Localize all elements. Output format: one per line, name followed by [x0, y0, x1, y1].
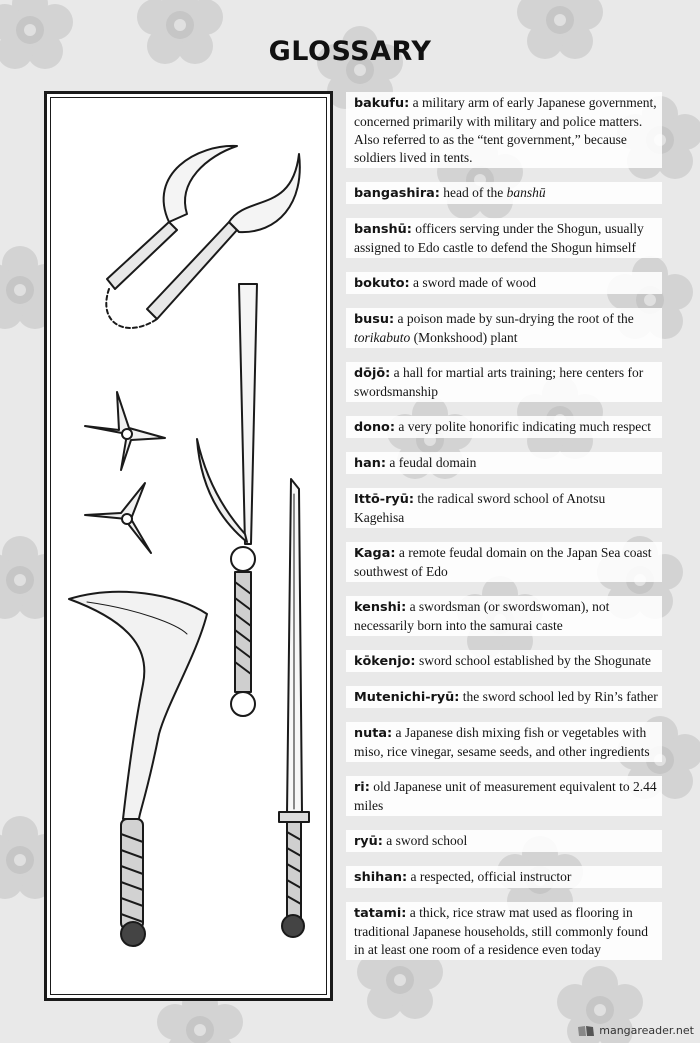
glossary-definition: a remote feudal domain on the Japan Sea coast southwest of Edo [354, 545, 652, 579]
glossary-term: bakufu: [354, 96, 410, 111]
glossary-definition: a thick, rice straw mat used as flooring in traditional Japanese households, still commonly found in at least one room of a residence even today [354, 905, 648, 957]
glossary-term: Kaga: [354, 546, 396, 561]
glossary-entry [346, 722, 662, 762]
glossary-term: dono: [354, 420, 395, 435]
glossary-definition: a poison made by sun-drying the root of the [397, 311, 634, 326]
glossary-term: kenshi: [354, 600, 407, 615]
glossary-definition: a feudal domain [389, 455, 477, 470]
straight-sword-drawing [279, 479, 309, 937]
jitte-drawing [197, 284, 257, 716]
glossary-entry [346, 596, 662, 636]
glossary-entry [346, 92, 662, 168]
glossary-term: bangashira: [354, 186, 440, 201]
glossary-entry [346, 362, 662, 402]
glossary-definition: officers serving under the Shogun, usually assigned to Edo castle to defend the Shogun himself [354, 221, 644, 255]
glossary-entry [346, 686, 662, 708]
glossary-definition-post: (Monkshood) plant [413, 330, 518, 345]
glossary-definition: sword school established by the Shogunate [418, 653, 652, 668]
curved-blade-drawing [69, 592, 207, 946]
glossary-entry [346, 182, 662, 204]
shuriken-drawing-1 [85, 392, 165, 470]
glossary-definition: a swordsman (or swordswoman), not necessarily born into the samurai caste [354, 599, 610, 633]
glossary-entry [346, 776, 662, 816]
glossary-definition: a sword made of wood [412, 275, 536, 290]
glossary-entry [346, 272, 662, 294]
glossary-definition: a respected, official instructor [410, 869, 572, 884]
glossary-entry [346, 830, 662, 852]
glossary-term: busu: [354, 312, 395, 327]
page-title: GLOSSARY [268, 36, 432, 67]
glossary-definition-italic: banshū [506, 185, 546, 200]
glossary-definition: old Japanese unit of measurement equivalent to 2.44 miles [354, 779, 657, 813]
glossary-term: Mutenichi-ryū: [354, 690, 460, 705]
glossary-definition: the sword school led by Rin’s father [462, 689, 658, 704]
glossary-entry [346, 308, 662, 348]
glossary-term: tatami: [354, 906, 407, 921]
glossary-definition: a sword school [386, 833, 468, 848]
glossary-entry [346, 866, 662, 888]
shuriken-drawing-2 [85, 483, 151, 553]
glossary-entry [346, 452, 662, 474]
glossary-entry [346, 542, 662, 582]
glossary-definition: a military arm of early Japanese government, concerned primarily with military and police matters. Also referred to as the “tent government,” because soldiers lived in tents. [354, 95, 657, 165]
glossary-entry [346, 650, 662, 672]
glossary-term: banshū: [354, 222, 412, 237]
glossary-definition: a Japanese dish mixing fish or vegetables with miso, rice vinegar, sesame seeds, and other ingredients [354, 725, 650, 759]
glossary-definition: the radical sword school of Anotsu Kagehisa [354, 491, 606, 525]
glossary-definition: head of the [443, 185, 504, 200]
glossary-definition: a hall for martial arts training; here centers for swordsmanship [354, 365, 644, 399]
glossary-entry [346, 902, 662, 960]
glossary-term: han: [354, 456, 386, 471]
weapons-illustration [47, 94, 330, 998]
glossary-definition: a very polite honorific indicating much respect [398, 419, 652, 434]
glossary-term: ryū: [354, 834, 383, 849]
glossary-list [346, 92, 662, 974]
glossary-term: Ittō-ryū: [354, 492, 414, 507]
glossary-term: kōkenjo: [354, 654, 416, 669]
glossary-term: dōjō: [354, 366, 391, 381]
glossary-term: ri: [354, 780, 370, 795]
watermark-text: mangareader.net [599, 1024, 694, 1037]
weapons-illustration-panel [44, 91, 333, 1001]
glossary-term: bokuto: [354, 276, 410, 291]
glossary-term: shihan: [354, 870, 408, 885]
book-icon [577, 1025, 595, 1037]
glossary-term: nuta: [354, 726, 393, 741]
chained-sickles-drawing [106, 146, 300, 328]
glossary-definition-italic: torikabuto [354, 330, 411, 345]
watermark [577, 1024, 694, 1037]
glossary-entry [346, 218, 662, 258]
glossary-entry [346, 416, 662, 438]
glossary-entry [346, 488, 662, 528]
